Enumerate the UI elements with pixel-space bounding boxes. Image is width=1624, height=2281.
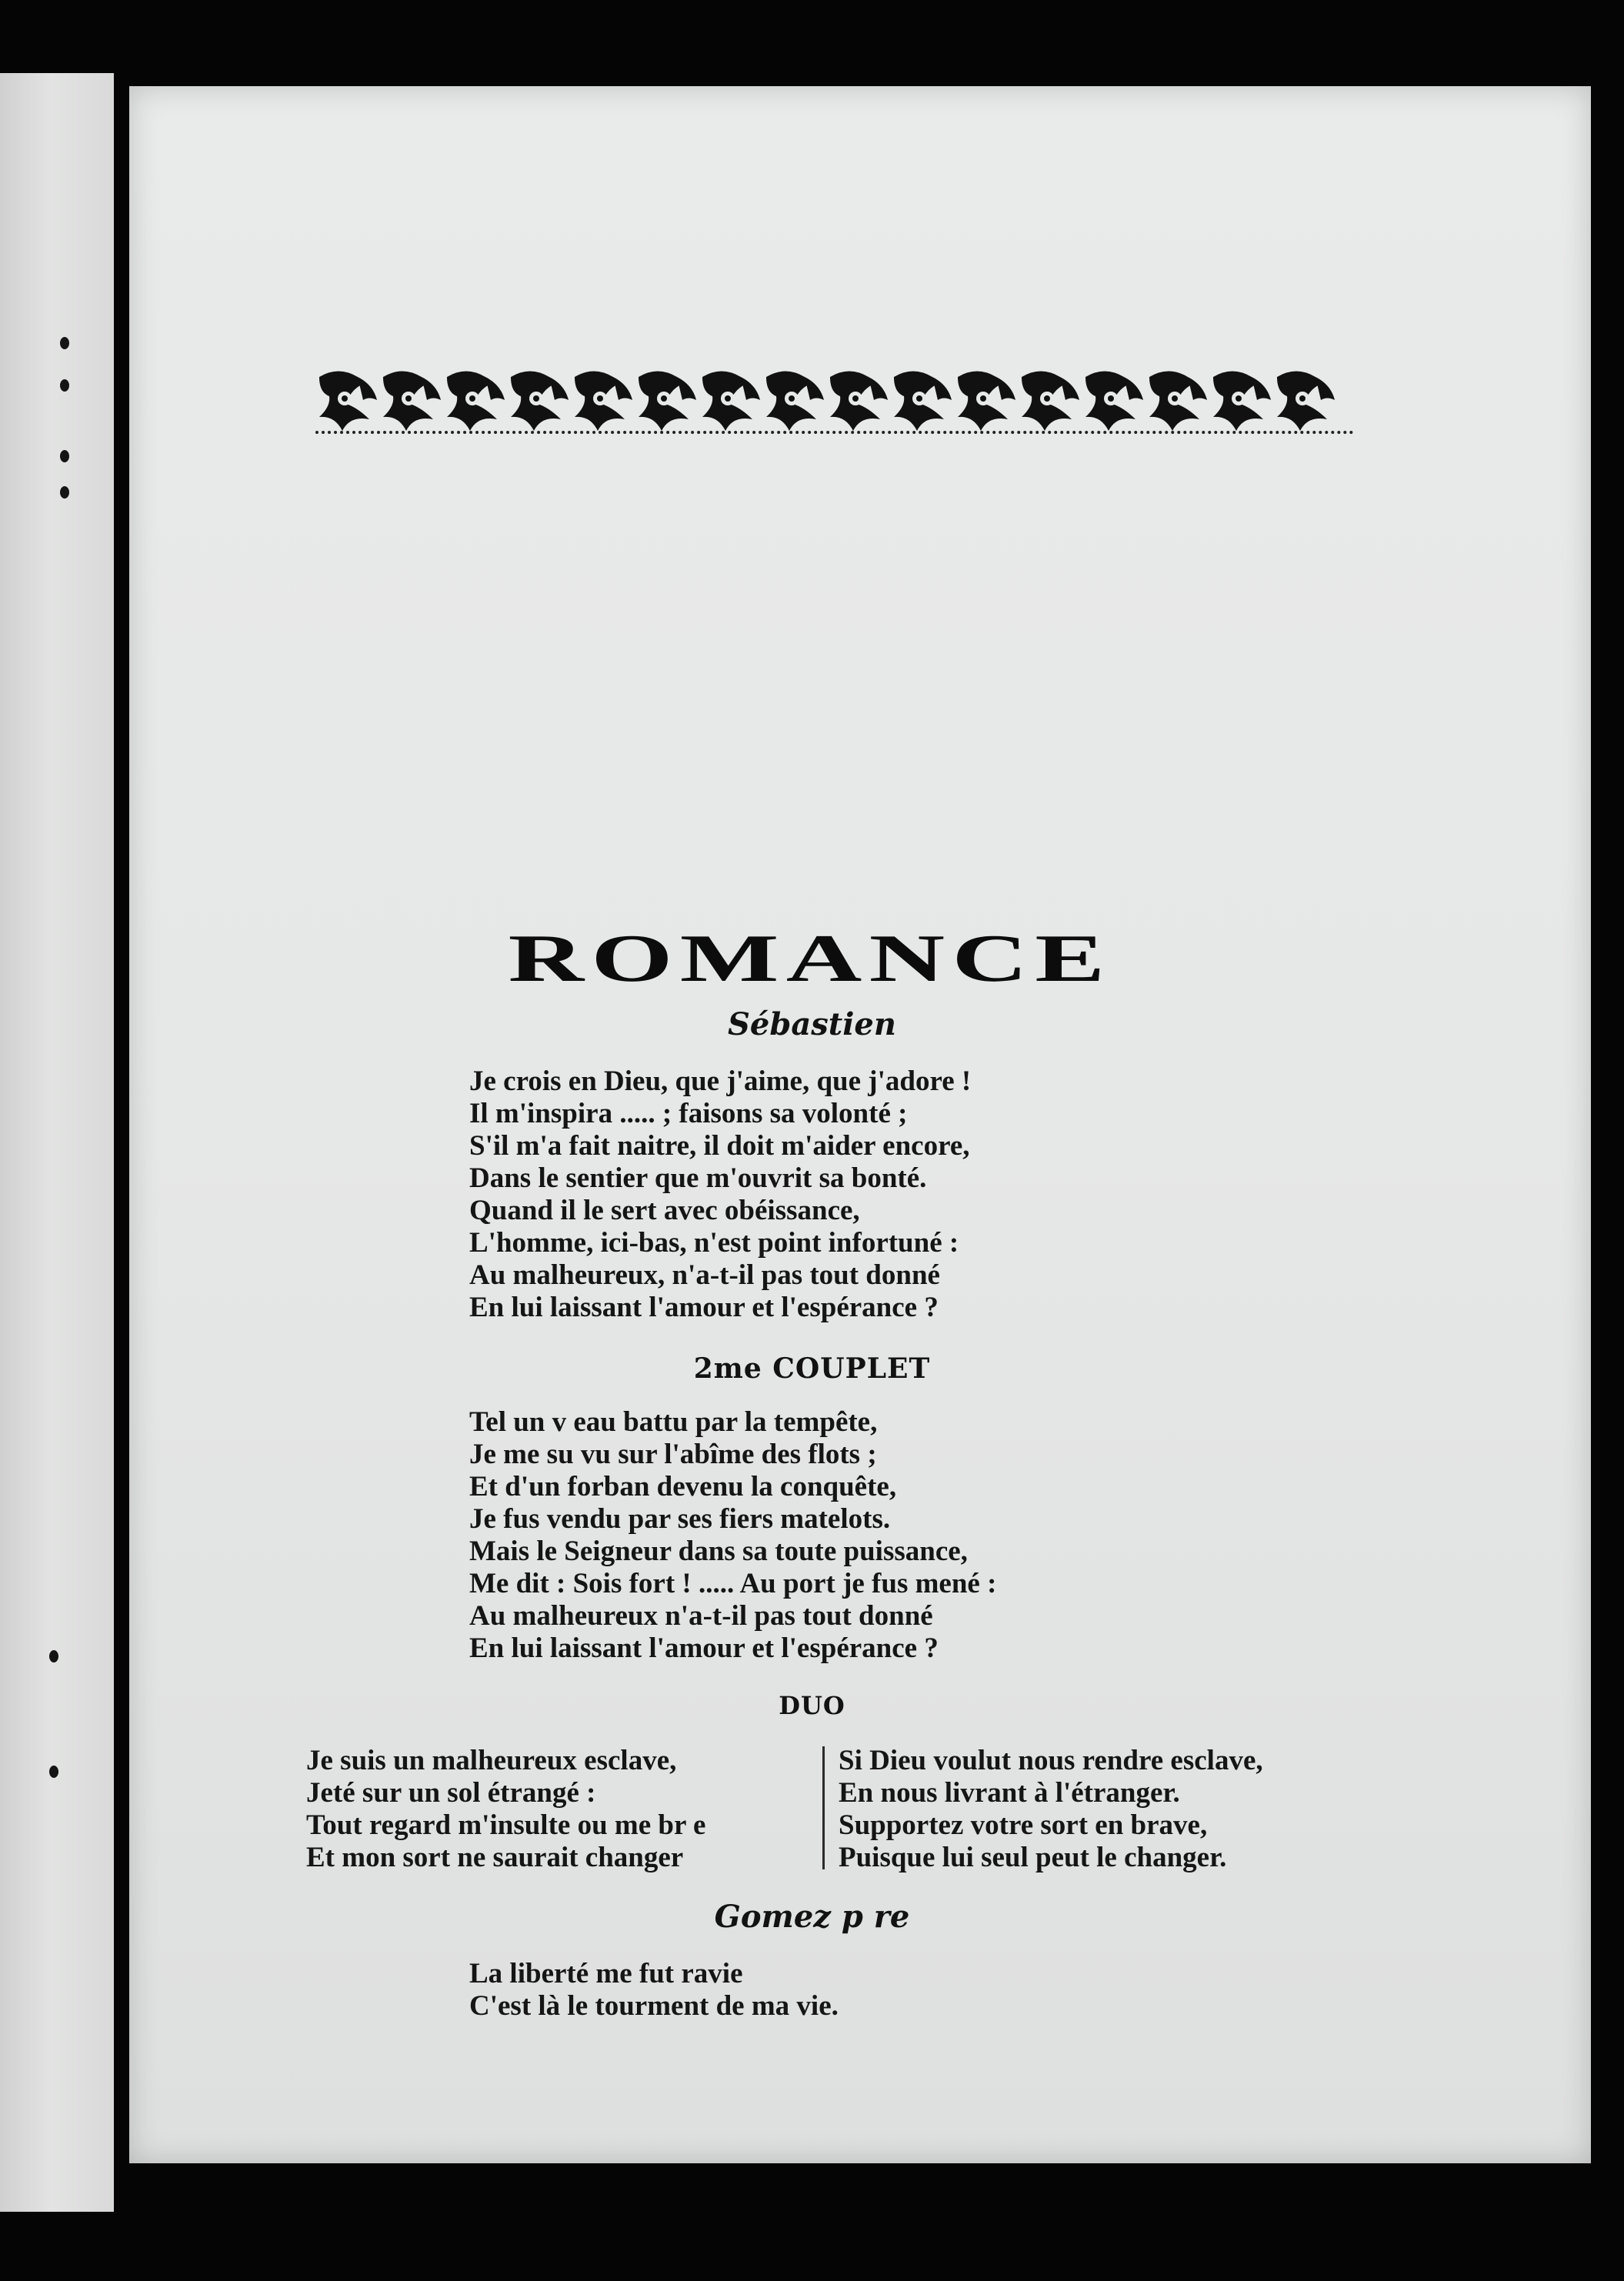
- dotted-rule: [315, 431, 1354, 439]
- margin-dot: [60, 450, 69, 462]
- adjacent-page-edge: [0, 73, 114, 2212]
- verse-line: Quand il le sert avec obéissance,: [469, 1195, 860, 1226]
- verse-line: En lui laissant l'amour et l'espérance ?: [469, 1292, 939, 1323]
- verse-line: Jeté sur un sol étrangé :: [306, 1777, 596, 1809]
- verse-line: Tout regard m'insulte ou me br e: [306, 1809, 706, 1841]
- verse-line: Je suis un malheureux esclave,: [306, 1745, 677, 1776]
- verse-line: En nous livrant à l'étranger.: [839, 1777, 1180, 1809]
- verse-line: Si Dieu voulut nous rendre esclave,: [839, 1745, 1263, 1776]
- margin-dot: [49, 1650, 58, 1662]
- verse-line: L'homme, ici-bas, n'est point infortuné :: [469, 1227, 959, 1259]
- verse-line: Et d'un forban devenu la conquête,: [469, 1471, 897, 1502]
- duo-divider: [822, 1746, 825, 1869]
- floral-border-ornament-icon: [315, 362, 1354, 439]
- speaker-name: Gomez p re: [714, 1899, 910, 1935]
- couplet-heading: 2me COUPLET: [693, 1352, 931, 1385]
- duo-heading: DUO: [779, 1691, 845, 1720]
- verse-line: La liberté me fut ravie: [469, 1958, 743, 1989]
- verse-line: Supportez votre sort en brave,: [839, 1809, 1208, 1841]
- verse-line: C'est là le tourment de ma vie.: [469, 1990, 839, 2022]
- verse-line: Je me su vu sur l'abîme des flots ;: [469, 1439, 877, 1470]
- verse-line: Il m'inspira ..... ; faisons sa volonté ;: [469, 1098, 908, 1129]
- verse-line: Mais le Seigneur dans sa toute puissance,: [469, 1536, 968, 1567]
- duo-left-column: [306, 1745, 705, 1874]
- margin-dot: [60, 379, 69, 392]
- verse-line: Tel un v eau battu par la tempête,: [469, 1406, 878, 1438]
- duo-right-column: [839, 1745, 1263, 1874]
- verse-line: S'il m'a fait naitre, il doit m'aider encore,: [469, 1130, 970, 1162]
- verse-line: En lui laissant l'amour et l'espérance ?: [469, 1632, 939, 1664]
- verse-line: Je crois en Dieu, que j'aime, que j'adore !: [469, 1065, 972, 1097]
- verse-first: [469, 1065, 971, 1324]
- page-title: ROMANCE: [508, 922, 1112, 996]
- verse-line: Me dit : Sois fort ! ..... Au port je fus mené :: [469, 1568, 997, 1599]
- verse-line: Dans le sentier que m'ouvrit sa bonté.: [469, 1162, 927, 1194]
- margin-dot: [60, 337, 69, 349]
- verse-third: [469, 1958, 839, 2023]
- verse-line: Et mon sort ne saurait changer: [306, 1842, 684, 1873]
- verse-line: Je fus vendu par ses fiers matelots.: [469, 1503, 891, 1535]
- verse-second: [469, 1406, 996, 1665]
- verse-line: Puisque lui seul peut le changer.: [839, 1842, 1227, 1873]
- speaker-name: Sébastien: [728, 1006, 896, 1042]
- margin-dot: [49, 1766, 58, 1778]
- verse-line: Au malheureux, n'a-t-il pas tout donné: [469, 1259, 940, 1291]
- margin-dot: [60, 486, 69, 499]
- verse-line: Au malheureux n'a-t-il pas tout donné: [469, 1600, 933, 1632]
